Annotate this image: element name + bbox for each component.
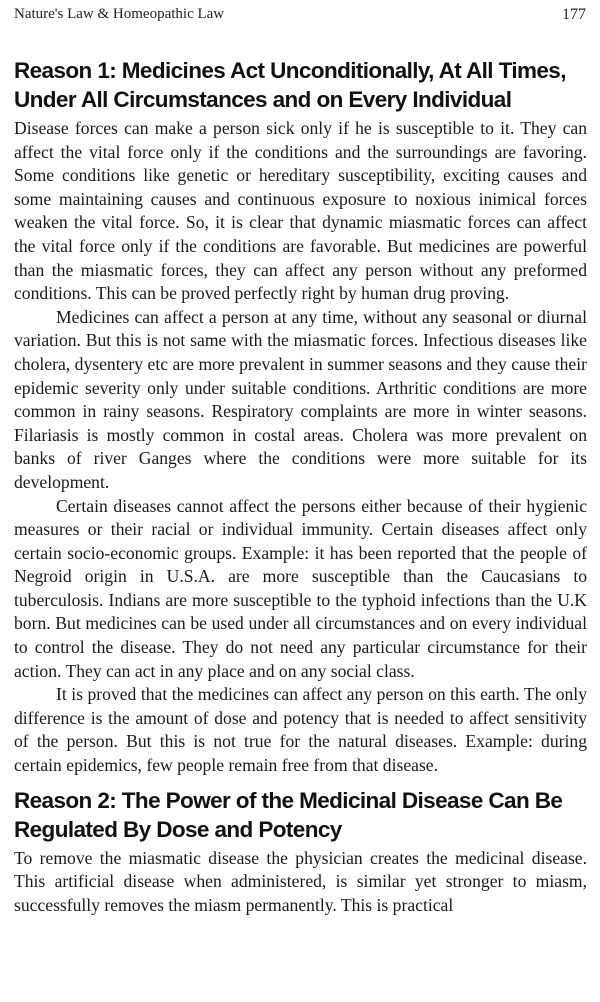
section-heading-reason-1: Reason 1: Medicines Act Unconditionally, At All Times, Under All Circumstances and on Every Individual [14, 58, 566, 112]
paragraph: Certain diseases cannot affect the persons either because of their hygienic measures or their racial or individual immunity. Certain diseases affect only certain socio-economic groups. Example: it has been reported that the people of Negroid origin in U.S.A. are more susceptible than the Caucasians to tuberculosis. Indians are more susceptible to the typhoid infections than the U.K born. But medicines can be used under all circumstances and on every individual to control the disease. They do not need any particular circumstance for their action. They can act in any place and on any social class. [14, 495, 587, 681]
running-title: Nature's Law & Homeopathic Law [14, 6, 225, 22]
running-header [14, 6, 586, 26]
paragraph: To remove the miasmatic disease the physician creates the medicinal disease. This artificial disease when administered, is similar yet stronger to miasm, successfully removes the miasm permanently. This is practical [14, 847, 587, 915]
page-number: 177 [562, 6, 586, 23]
paragraph: It is proved that the medicines can affect any person on this earth. The only difference is the amount of dose and potency that is needed to affect sensitivity of the person. But this is not true for the natural diseases. Example: during certain epidemics, few people remain free from that disease. [14, 684, 587, 776]
page-content [14, 56, 587, 917]
section-heading-reason-2: Reason 2: The Power of the Medicinal Disease Can Be Regulated By Dose and Potency [14, 787, 563, 842]
paragraph: Medicines can affect a person at any time, without any seasonal or diurnal variation. But this is not same with the miasmatic forces. Infectious diseases like cholera, dysentery etc are more prevalent in summer seasons and they cause their epidemic severity only under suitable conditions. Arthritic conditions are more common in rainy seasons. Respiratory complaints are more in winter seasons. Filariasis is mostly common in costal areas. Cholera was more prevalent on banks of river Ganges where the conditions were more suitable for its development. [14, 306, 587, 492]
paragraph: Disease forces can make a person sick only if he is susceptible to it. They can affect the vital force only if the conditions and the surroundings are favoring. Some conditions like genetic or hereditary susceptibility, exciting causes and some maintaining causes and continuous exposure to noxious inimical forces weaken the vital force. So, it is clear that dynamic miasmatic forces can affect the vital force only if the conditions are favorable. But medicines are powerful than the miasmatic forces, they can affect any person without any preformed conditions. This can be proved perfectly right by human drug proving. [14, 118, 587, 304]
